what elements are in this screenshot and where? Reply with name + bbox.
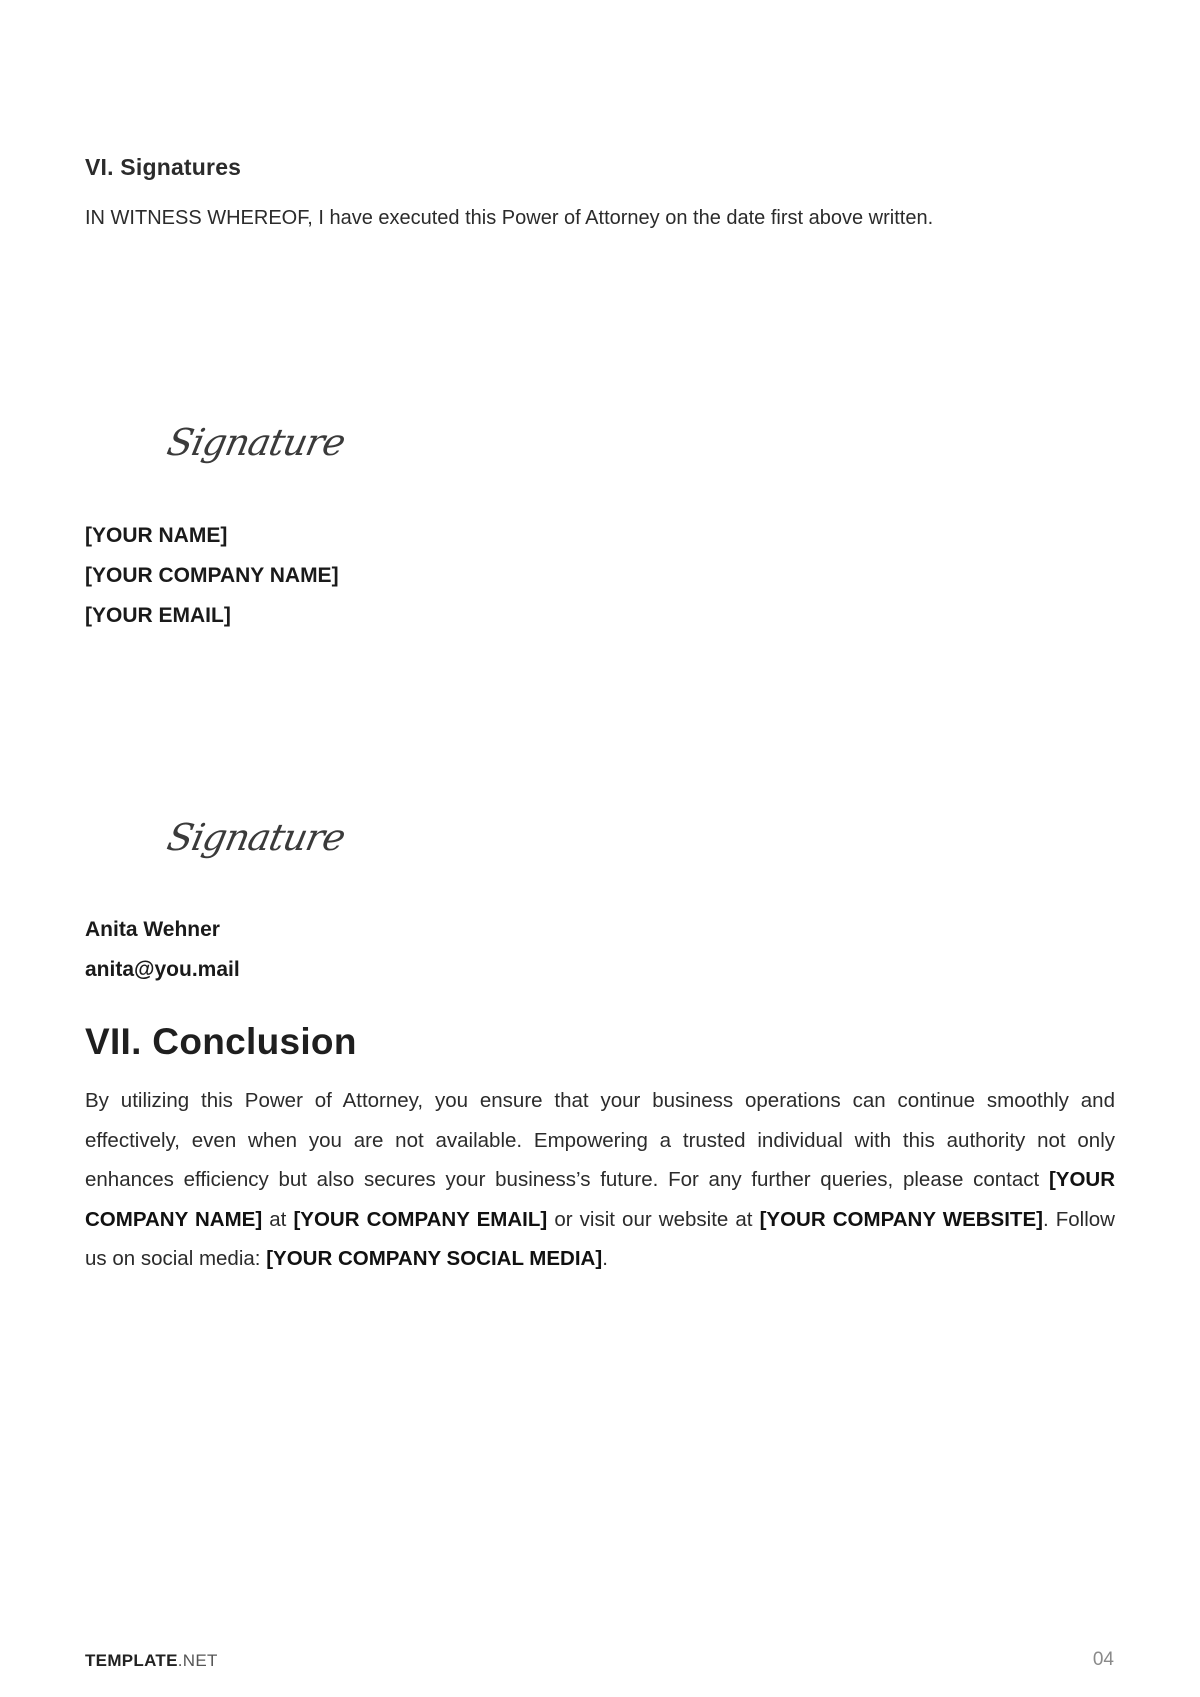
brand-suffix: .NET: [177, 1651, 218, 1670]
section-heading-conclusion: VII. Conclusion: [85, 1021, 357, 1062]
conclusion-text: . Follow us on social media:: [85, 1207, 1115, 1270]
signature-image: Signature: [163, 421, 349, 464]
company-website-placeholder: [YOUR COMPANY WEBSITE]: [759, 1207, 1043, 1231]
conclusion-text: .: [602, 1247, 608, 1270]
section-heading-signatures: VI. Signatures: [85, 154, 242, 180]
conclusion-text: at: [262, 1207, 294, 1231]
page-number: 04: [1092, 1649, 1114, 1670]
conclusion-text: By utilizing this Power of Attorney, you ensure that your business operations can continue smoothly and effectively, even when you are not available. Empowering a trusted individual with this authority not only enhances efficiency but also secures your business’s future. For any further queries, please contact: [85, 1089, 1115, 1191]
conclusion-text: or visit our website at: [547, 1207, 760, 1231]
company-social-placeholder: [YOUR COMPANY SOCIAL MEDIA]: [266, 1247, 603, 1270]
conclusion-paragraph: [85, 1081, 1115, 1279]
signer-company: [YOUR COMPANY NAME]: [85, 564, 339, 587]
signature-block-principal: [85, 516, 339, 636]
company-name-placeholder: [YOUR COMPANY NAME]: [85, 1168, 1115, 1231]
company-email-placeholder: [YOUR COMPANY EMAIL]: [293, 1207, 548, 1231]
agent-email: anita@you.mail: [85, 958, 240, 981]
agent-name: Anita Wehner: [85, 918, 220, 941]
signature-image: Signature: [163, 816, 349, 859]
signature-block-agent: [85, 910, 240, 990]
witness-statement: IN WITNESS WHEREOF, I have executed this Power of Attorney on the date first above written.: [85, 207, 934, 229]
signer-name: [YOUR NAME]: [85, 524, 228, 547]
footer-brand-logo: [85, 1651, 218, 1671]
signer-email: [YOUR EMAIL]: [85, 604, 231, 627]
brand-name: TEMPLATE: [85, 1651, 178, 1670]
